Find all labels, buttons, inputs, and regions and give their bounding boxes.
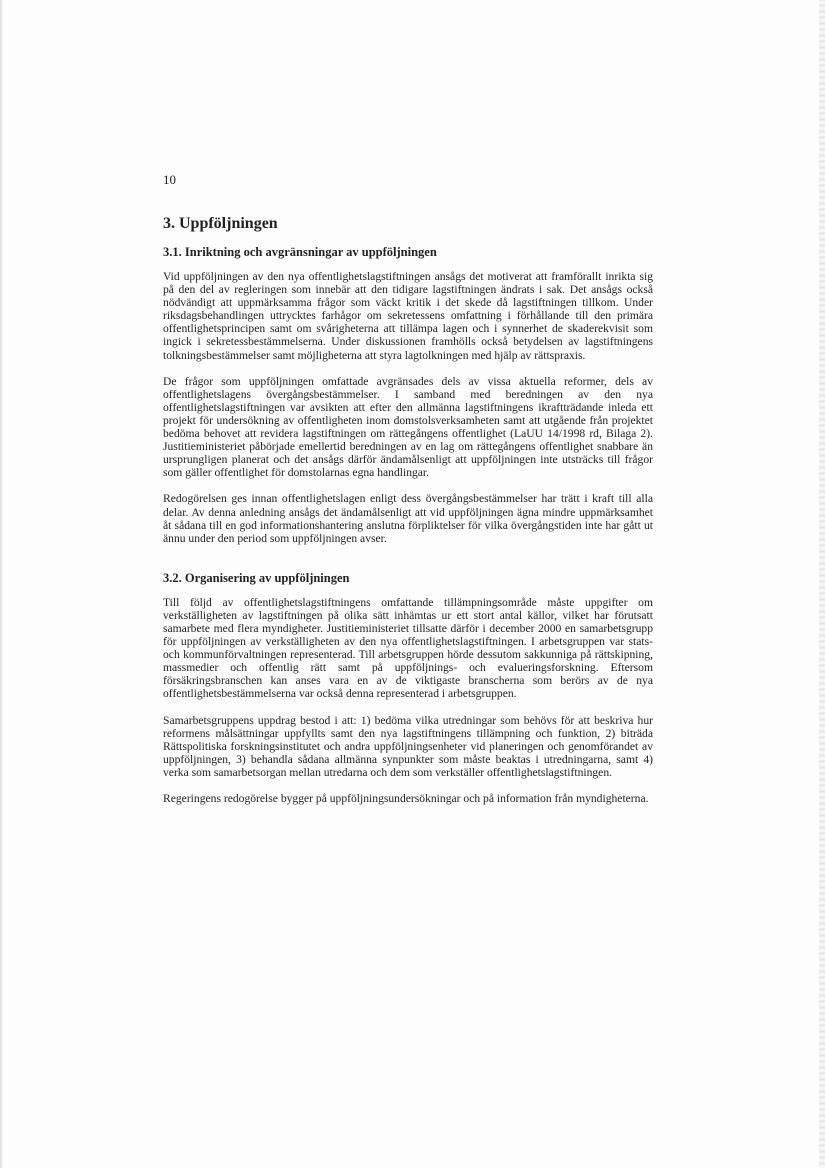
section-spacer bbox=[163, 558, 653, 570]
paragraph: Vid uppföljningen av den nya offentlighetslagstiftningen ansågs det motiverat att framförallt inrikta sig på den del av regleringen som innebär att den tidigare lagstiftningen ändrats i sak. Det ansågs också nödvändigt att uppmärksamma frågor som väckt kritik i det skede då lagstiftningen tillkom. Under riksdagsbehandlingen uttrycktes farhågor om sekretessens omfattning i förhållande till den primära offentlighetsprincipen samt om svårigheterna att tillämpa lagen och i synnerhet de skaderekvisit som ingick i sekretessbestämmelserna. Under diskussionen framhölls också betydelsen av lagstiftningens tolkningsbestämmelser samt möjligheterna att styra lagtolkningen med hjälp av rättspraxis. bbox=[163, 270, 653, 362]
page-content bbox=[163, 172, 653, 818]
scan-edge-right bbox=[819, 0, 825, 1168]
subsection-heading-3-2: 3.2. Organisering av uppföljningen bbox=[163, 570, 350, 585]
paragraph: Regeringens redogörelse bygger på uppföljningsundersökningar och på information från myndigheterna. bbox=[163, 792, 649, 805]
paragraph: Till följd av offentlighetslagstiftningens omfattande tillämpningsområde måste uppgifter om verkställigheten av lagstiftningen på olika sätt inhämtas ur ett stort antal källor, vilket har förutsatt samarbete med flera myndigheter. Justitieministeriet tillsatte därför i december 2000 en samarbetsgrupp för uppföljningen av verkställigheten av den nya offentlighetslagstiftningen. I arbetsgruppen var stats- och kommunförvaltningen representerad. Till arbetsgruppen hörde dessutom sakkunniga på rättskipning, massmedier och offentlig rätt samt på uppföljnings- och evalueringsforskning. Eftersom försäkringsbranschen kan anses vara en av de viktigaste branscherna som berörs av de nya offentlighetsbestämmelserna var också denna representerad i arbetsgruppen. bbox=[163, 595, 653, 701]
paragraph: Samarbetsgruppens uppdrag bestod i att: 1) bedöma vilka utredningar som behövs för att beskriva hur reformens målsättningar uppfyllts samt den nya lagstiftningens tillämpning och funktion, 2) biträda Rättspolitiska forskningsinstitutet och andra uppföljningsenheter vid planeringen och genomförandet av uppföljningen, 3) behandla sådana allmänna synpunkter som måste beaktas i utredningarna, samt 4) verka som samarbetsorgan mellan utredarna och dem som verkställer offentlighetslagstiftningen. bbox=[163, 713, 653, 779]
scan-edge-left bbox=[0, 0, 3, 1168]
section-heading: 3. Uppföljningen bbox=[163, 215, 278, 232]
paragraph: Redogörelsen ges innan offentlighetslagen enligt dess övergångsbestämmelser har trätt i kraft till alla delar. Av denna anledning ansågs det ändamålsenligt att vid uppföljningen ägna mindre uppmärksamhet åt sådana till en god informationshantering anslutna förpliktelser för vilka övergångstiden inte har gått ut ännu under den period som uppföljningen avser. bbox=[163, 492, 653, 545]
subsection-heading-3-1: 3.1. Inriktning och avgränsningar av uppföljningen bbox=[163, 245, 437, 259]
page-number: 10 bbox=[163, 172, 176, 187]
paragraph: De frågor som uppföljningen omfattade avgränsades dels av vissa aktuella reformer, dels av offentlighetslagens övergångsbestämmelser. I samband med beredningen av den nya offentlighetslagstiftningen var avsikten att efter den allmänna lagstiftningens ikraftträdande inleda ett projekt för undersökning av offentligheten inom domstolsverksamheten samt att utgående från projektet bedöma behovet att revidera lagstiftningen om rättegångens offentlighet (LaUU 14/1998 rd, Bilaga 2). Justitieministeriet påbörjade emellertid beredningen av en lag om rättegångens offentlighet snabbare än ursprungligen planerat och det ansågs därför ändamålsenligt att uppföljningen inte utsträcks till frågor som gäller offentlighet för domstolarnas egna handlingar. bbox=[163, 374, 653, 480]
